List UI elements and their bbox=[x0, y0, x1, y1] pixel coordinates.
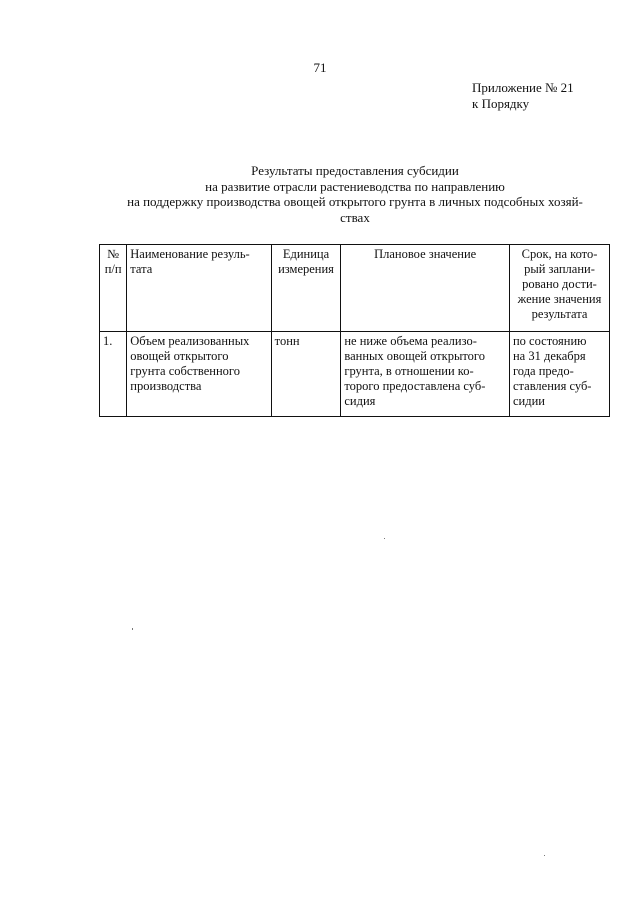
header-text-line: Срок, на кото- bbox=[521, 247, 598, 261]
cell-planned-value bbox=[341, 332, 510, 417]
cell-text-line: овощей открытого bbox=[130, 349, 229, 363]
cell-text-line: не ниже объема реализо- bbox=[344, 334, 477, 348]
page-number: 71 bbox=[313, 60, 327, 75]
cell-text-line: сидии bbox=[512, 394, 545, 408]
header-text-line: результата bbox=[531, 307, 588, 321]
cell-name bbox=[127, 332, 271, 417]
title-line-3: на поддержку производства овощей открытого грунта в личных подсобных хозяй- bbox=[127, 194, 583, 209]
header-text-line: измерения bbox=[278, 262, 334, 276]
header-text-line: ровано дости- bbox=[522, 277, 597, 291]
cell-text-line: на 31 декабря bbox=[512, 349, 586, 363]
header-text-line: Плановое значение bbox=[374, 247, 477, 261]
cell-deadline bbox=[509, 332, 609, 417]
cell-text-line: года предо- bbox=[512, 364, 574, 378]
cell-text-line: ванных овощей открытого bbox=[344, 349, 485, 363]
header-deadline bbox=[509, 245, 609, 332]
appendix-number: Приложение № 21 bbox=[472, 80, 574, 95]
table-header-row bbox=[100, 245, 610, 332]
header-text-line: № bbox=[107, 247, 120, 261]
cell-text-line: по состоянию bbox=[512, 334, 587, 348]
header-text-line: тата bbox=[130, 262, 153, 276]
cell-unit: тонн bbox=[271, 332, 341, 417]
title-line-4: ствах bbox=[340, 209, 370, 225]
cell-text-line: производства bbox=[130, 379, 202, 393]
header-number bbox=[100, 245, 127, 332]
cell-text-line: торого предоставлена суб- bbox=[344, 379, 486, 393]
appendix-order: к Порядку bbox=[472, 96, 530, 111]
header-unit bbox=[271, 245, 341, 332]
table-row bbox=[100, 332, 610, 417]
scan-speck bbox=[384, 538, 385, 539]
cell-text-line: грунта, в отношении ко- bbox=[344, 364, 474, 378]
header-text-line: жение значения bbox=[517, 292, 602, 306]
cell-text-line: сидия bbox=[344, 394, 376, 408]
header-text-line: п/п bbox=[104, 262, 122, 276]
title-line-2: на развитие отрасли растениеводства по направлению bbox=[205, 178, 505, 194]
header-text-line: Наименование резуль- bbox=[130, 247, 250, 261]
cell-text-line: Объем реализованных bbox=[130, 334, 250, 348]
header-text-line: рый заплани- bbox=[524, 262, 595, 276]
cell-text-line: грунта собственного bbox=[130, 364, 240, 378]
cell-text-line: ставления суб- bbox=[512, 379, 592, 393]
header-name bbox=[127, 245, 271, 332]
header-text-line: Единица bbox=[282, 247, 330, 261]
appendix-reference bbox=[472, 80, 574, 112]
document-title bbox=[95, 163, 615, 225]
results-table bbox=[99, 244, 610, 417]
header-planned-value bbox=[341, 245, 510, 332]
scan-speck bbox=[132, 628, 133, 630]
scan-speck bbox=[544, 855, 545, 856]
title-line-1: Результаты предоставления субсидии bbox=[251, 163, 459, 178]
cell-number: 1. bbox=[100, 332, 127, 417]
